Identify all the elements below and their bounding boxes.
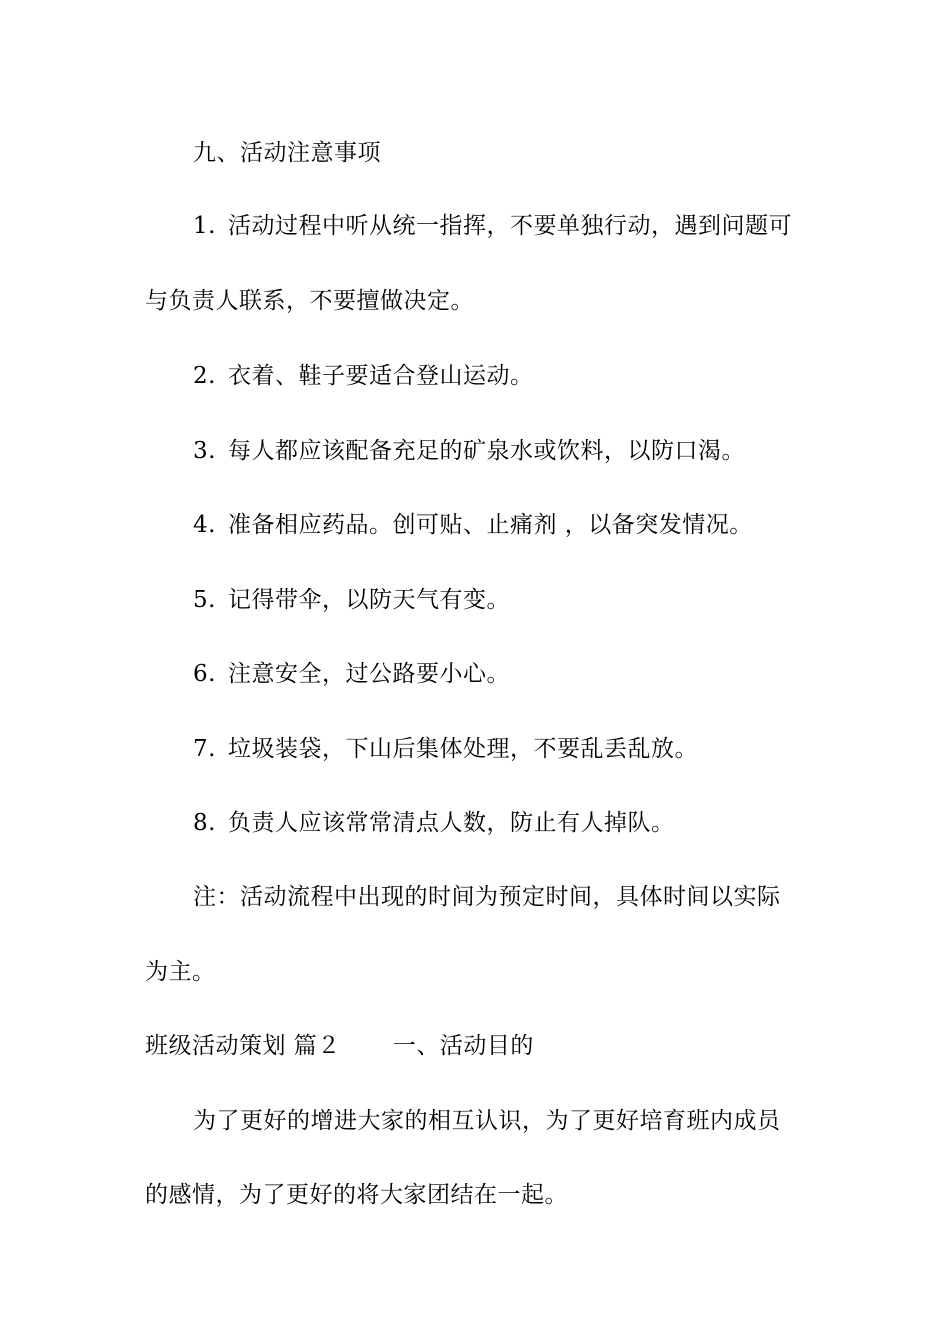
list-item-7 — [193, 734, 698, 764]
item-number: 7. — [193, 736, 216, 762]
item-number: 2. — [193, 363, 216, 389]
list-item-3 — [193, 436, 745, 466]
item-text: 每人都应该配备充足的矿泉水或饮料，以防口渴。 — [227, 438, 745, 464]
note-line-1: 注：活动流程中出现的时间为预定时间，具体时间以实际 — [193, 884, 781, 910]
list-item-2 — [193, 361, 533, 391]
item-number: 4. — [193, 512, 216, 538]
item-text: 活动过程中听从统一指挥，不要单独行动，遇到问题可 — [227, 213, 792, 239]
note-line-2: 为主。 — [145, 959, 216, 985]
part2-title: 班级活动策划 篇２ — [145, 1033, 341, 1059]
item-number: 6. — [193, 661, 216, 687]
item-number: 3. — [193, 438, 216, 464]
item-number: 1. — [193, 213, 216, 239]
part2-heading-line — [145, 1031, 534, 1061]
purpose-line-1: 为了更好的增进大家的相互认识，为了更好培育班内成员 — [193, 1108, 781, 1134]
item-text: 记得带伞，以防天气有变。 — [227, 587, 510, 613]
item-number: 5. — [193, 587, 216, 613]
purpose-heading: 一、活动目的 — [392, 1033, 534, 1059]
item-number: 8. — [193, 810, 216, 836]
list-item-1 — [193, 211, 792, 241]
item-text: 注意安全，过公路要小心。 — [227, 661, 510, 687]
item-text: 垃圾装袋，下山后集体处理，不要乱丢乱放。 — [227, 736, 698, 762]
purpose-line-2: 的感情，为了更好的将大家团结在一起。 — [145, 1182, 568, 1208]
item-text: 负责人应该常常清点人数，防止有人掉队。 — [227, 810, 675, 836]
list-item-5 — [193, 585, 510, 615]
item-text: 准备相应药品。创可贴、止痛剂 ，以备突发情况。 — [227, 512, 753, 538]
list-item-8 — [193, 808, 674, 838]
list-item-4 — [193, 510, 753, 540]
item-text: 衣着、鞋子要适合登山运动。 — [227, 363, 534, 389]
list-item-1-continuation: 与负责人联系，不要擅做决定。 — [145, 288, 474, 314]
section-heading: 九、活动注意事项 — [193, 140, 381, 166]
list-item-6 — [193, 659, 510, 689]
